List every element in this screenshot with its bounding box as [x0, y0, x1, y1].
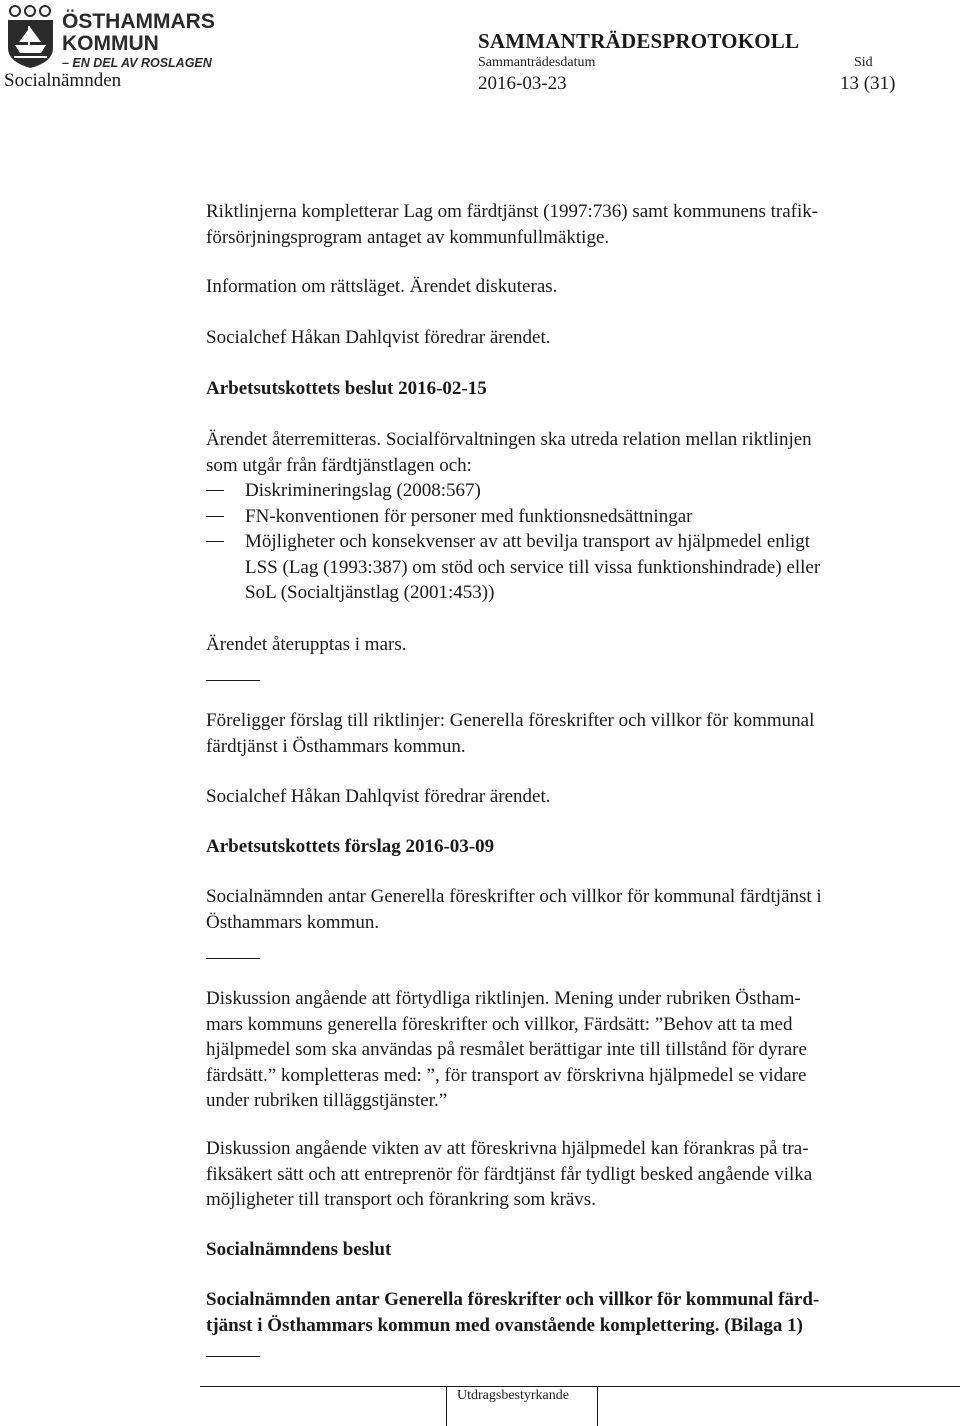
text-line: färdsätt.” kompletteras med: ”, för transport av förskrivna hjälpmedel se vidare: [206, 1064, 807, 1086]
paragraph-referral: [206, 427, 926, 478]
paragraph-resumed: Ärendet återupptas i mars.: [206, 634, 407, 655]
text-line: mars kommuns generella föreskrifter och villkor, Färdsätt: ”Behov att ta med: [206, 1013, 793, 1035]
text-line: försörjningsprogram antaget av kommunfullmäktige.: [206, 226, 610, 248]
dash-bullet-icon: [206, 490, 224, 491]
separator-line: [206, 958, 260, 959]
text-line: Möjligheter och konsekvenser av att bevilja transport av hjälpmedel enligt: [245, 531, 811, 553]
committee-name: Socialnämnden: [4, 70, 122, 91]
logo-tagline: – EN DEL AV ROSLAGEN: [62, 56, 212, 70]
text-line: Riktlinjerna kompletterar Lag om färdtjänst (1997:736) samt kommunens trafik-: [206, 201, 819, 222]
list-item: [206, 529, 926, 606]
footer-rule: [200, 1386, 960, 1387]
text-line: Östhammars kommun.: [206, 911, 380, 933]
meeting-date: 2016-03-23: [478, 73, 567, 94]
text-line: hjälpmedel som ska användas på resmålet berättigar inte till tillstånd för dyrare: [206, 1039, 807, 1061]
paragraph-board-decision: [206, 1287, 926, 1338]
text-line: LSS (Lag (1993:387) om stöd och service till vissa funktionshindrade) eller: [245, 556, 821, 578]
document-title: SAMMANTRÄDESPROTOKOLL: [478, 29, 800, 53]
text-line: fiksäkert sätt och att entreprenör för färdtjänst får tydligt besked angående vilka: [206, 1163, 813, 1185]
text-line: som utgår från färdtjänstlagen och:: [206, 454, 472, 476]
text-line: färdtjänst i Östhammars kommun.: [206, 735, 466, 757]
text-line: Diskussion angående vikten av att föreskrivna hjälpmedel kan förankras på tra-: [206, 1138, 809, 1159]
text-line: Diskussion angående att förtydliga riktlinjen. Mening under rubriken Östham-: [206, 988, 801, 1009]
logo-name-2: KOMMUN: [62, 32, 159, 55]
text-line: tjänst i Östhammars kommun med ovanstående komplettering. (Bilaga 1): [206, 1314, 803, 1336]
investigation-list: [206, 478, 926, 606]
paragraph-legal-info: Information om rättsläget. Ärendet diskuteras.: [206, 276, 558, 297]
paragraph-anchoring-discussion: [206, 1136, 926, 1213]
list-item: Diskrimineringslag (2008:567): [206, 478, 926, 504]
text-line: Socialnämnden antar Generella föreskrifter och villkor för kommunal färd-: [206, 1289, 820, 1310]
paragraph-adopt: [206, 884, 926, 935]
dash-bullet-icon: [206, 516, 224, 517]
text-line: under rubriken tilläggstjänster.”: [206, 1090, 448, 1112]
municipal-crest-icon: [6, 4, 216, 70]
text-line: Föreligger förslag till riktlinjer: Generella föreskrifter och villkor för kommunal: [206, 710, 815, 731]
text-line: SoL (Socialtjänstlag (2001:453)): [245, 582, 495, 604]
municipality-logo: [6, 4, 216, 70]
text-line: möjligheter till transport och förankring som krävs.: [206, 1189, 596, 1211]
paragraph-guidelines: [206, 199, 926, 250]
separator-line: [206, 680, 260, 681]
logo-name: ÖSTHAMMARS: [62, 10, 215, 33]
page-label: Sid: [854, 55, 873, 70]
heading-board-decision: Socialnämndens beslut: [206, 1239, 392, 1260]
text-line: Ärendet återremitteras. Socialförvaltningen ska utreda relation mellan riktlinjen: [206, 429, 812, 450]
paragraph-proposal: [206, 708, 926, 759]
separator-line: [206, 1356, 260, 1357]
paragraph-clarify-discussion: [206, 986, 926, 1114]
footer-divider: [446, 1386, 447, 1426]
paragraph-presenter: Socialchef Håkan Dahlqvist föredrar ärendet.: [206, 327, 551, 348]
list-item: FN-konventionen för personer med funktionsnedsättningar: [206, 504, 926, 530]
heading-committee-proposal: Arbetsutskottets förslag 2016-03-09: [206, 836, 495, 857]
dash-bullet-icon: [206, 541, 224, 542]
text-line: Socialnämnden antar Generella föreskrifter och villkor för kommunal färdtjänst i: [206, 886, 822, 907]
footer-divider: [597, 1386, 598, 1426]
heading-committee-decision: Arbetsutskottets beslut 2016-02-15: [206, 378, 487, 399]
page-number: 13 (31): [840, 73, 896, 94]
meeting-date-label: Sammanträdesdatum: [478, 55, 596, 70]
certification-label: Utdragsbestyrkande: [457, 1388, 569, 1403]
paragraph-presenter-2: Socialchef Håkan Dahlqvist föredrar ärendet.: [206, 786, 551, 807]
